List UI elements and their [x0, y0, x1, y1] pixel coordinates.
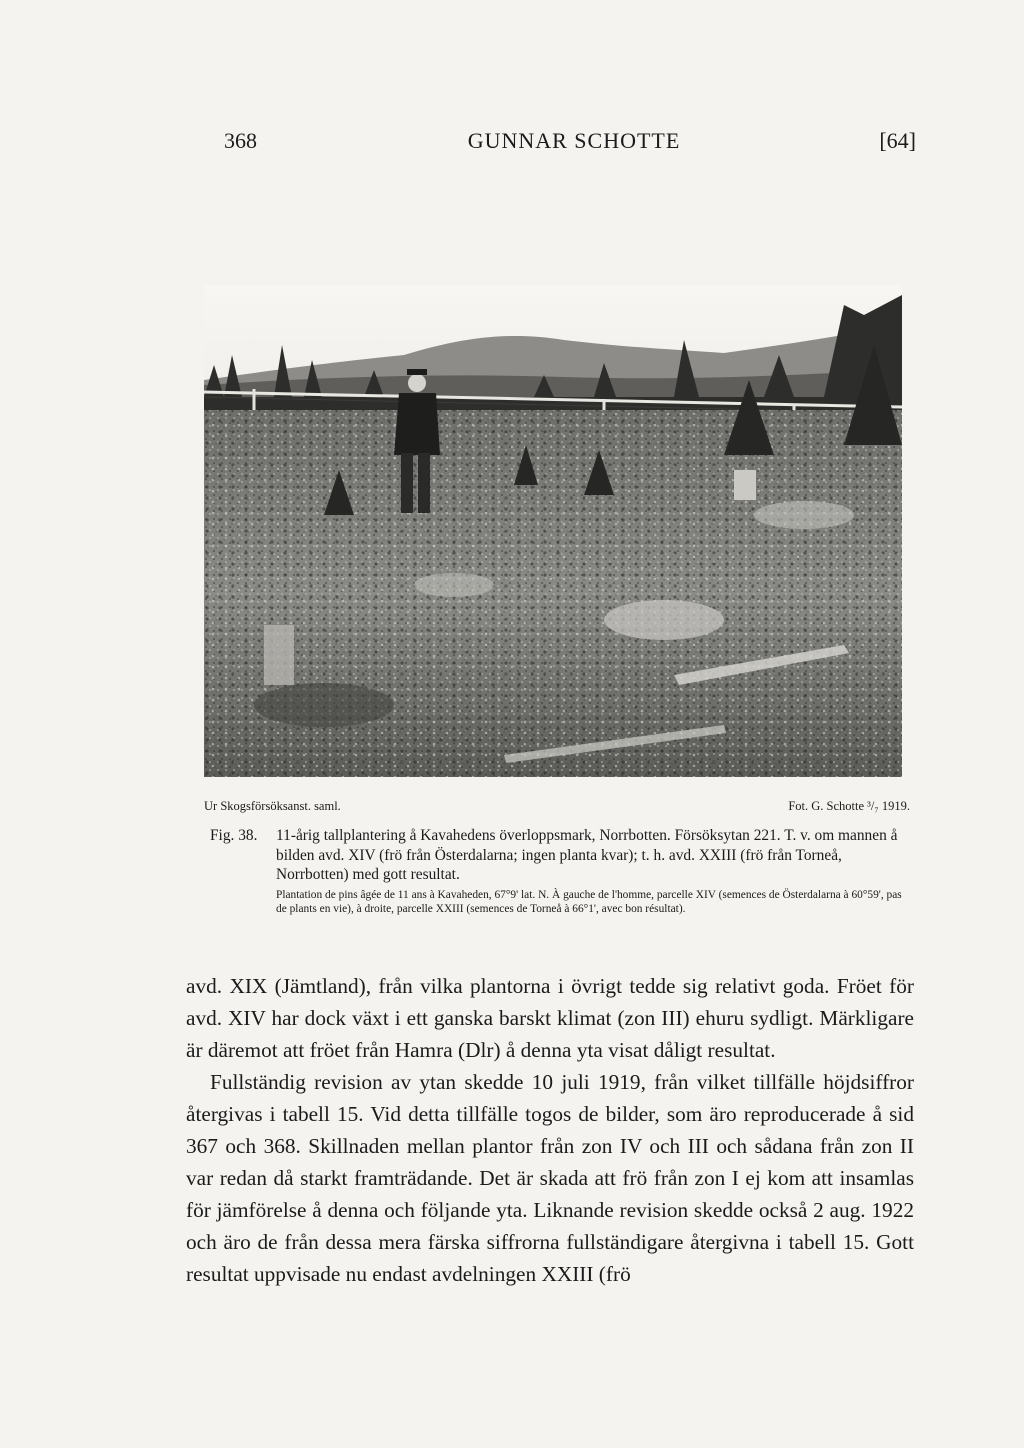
- plantation-photo: [204, 285, 902, 777]
- photographer-credit: Fot. G. Schotte ³/₇ 1919.: [788, 799, 910, 813]
- figure-label: Fig. 38.: [210, 827, 258, 844]
- photo-illustration: [204, 285, 902, 777]
- body-text: [186, 970, 914, 1290]
- caption-french: Plantation de pins âgée de 11 ans à Kavaheden, 67°9' lat. N. À gauche de l'homme, parcelle XIV (semences de Österdalarna à 60°59', pas de plants en vie), à droite, parcelle XXIII (semences de Torneå à 66°1', avec bon résultat).: [276, 888, 902, 916]
- collection-credit: Ur Skogsförsöksanst. saml.: [204, 799, 341, 813]
- paragraph-2: Fullständig revision av ytan skedde 10 juli 1919, från vilket tillfälle höjdsiffror återgivas i tabell 15. Vid detta tillfälle togos de bilder, som äro reproducerade å sid 367 och 368. Skillnaden mellan plantor från zon IV och III och sådana från zon II var redan då starkt framträdande. Det är skada att frö från zon I ej kom att insamlas för jämförelse å denna och följande yta. Liknande revision skedde också 2 aug. 1922 och äro de från dessa mera färska siffrorna fullständigare återgivna i tabell 15. Gott resultat uppvisade nu endast avdelningen XXIII (frö: [186, 1070, 914, 1286]
- running-head: GUNNAR SCHOTTE: [467, 128, 681, 153]
- paragraph-1: avd. XIX (Jämtland), från vilka plantorna i övrigt tedde sig relativt goda. Fröet för avd. XIV har dock växt i ett ganska barskt klimat (zon III) ehuru sydligt. Märkligare är däremot att fröet från Hamra (Dlr) å denna yta visat dåligt resultat.: [186, 974, 914, 1062]
- figure-caption: [210, 826, 910, 917]
- page-number: 368: [224, 128, 257, 153]
- caption-swedish: 11-årig tallplantering å Kavahedens överloppsmark, Norrbotten. Försöksytan 221. T. v. om mannen å bilden avd. XIV (frö från Österdalarna; ingen planta kvar); t. h. avd. XXIII (frö från Torneå, Norrbotten) med gott resultat.: [276, 827, 898, 883]
- section-number: [64]: [879, 128, 916, 153]
- page-header: [224, 128, 924, 158]
